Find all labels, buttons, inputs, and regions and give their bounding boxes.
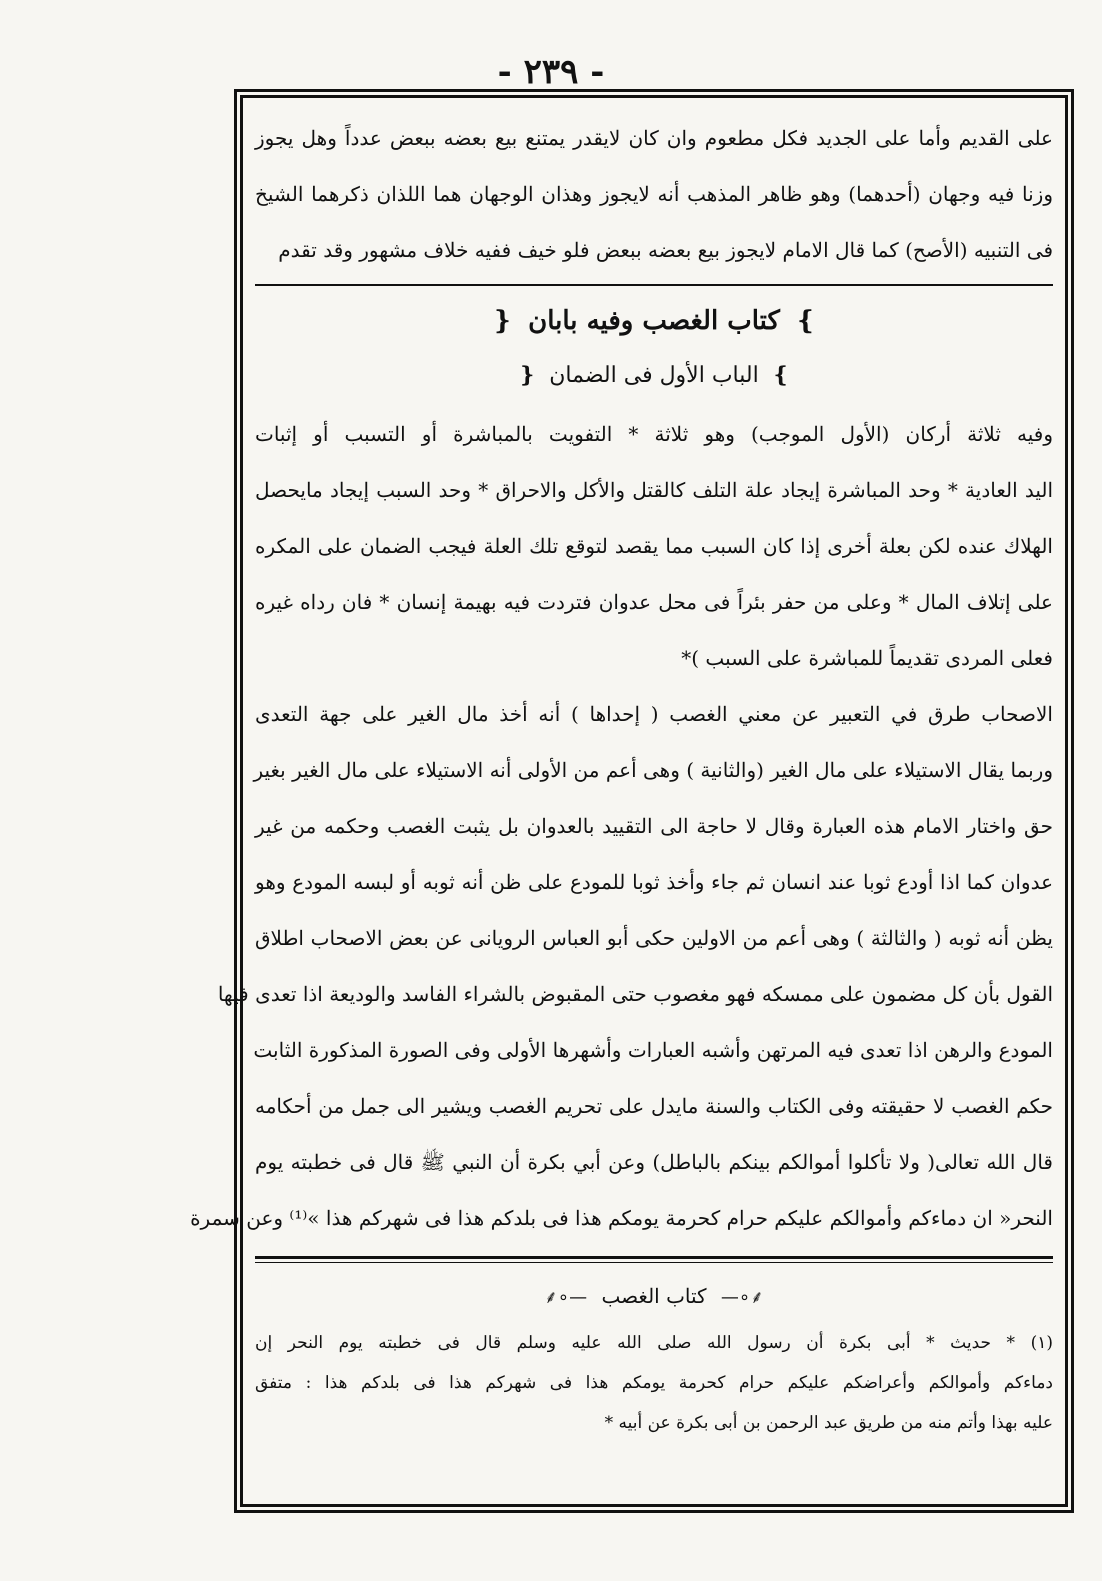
commentary-section	[190, 686, 1053, 1246]
ornament-right: ❵	[794, 306, 817, 336]
page-number: - ٢٣٩ -	[497, 52, 605, 92]
text-line: وزنا فيه وجهان (أحدهما) وهو ظاهر المذهب أنه لايجوز وهذان الوجهان هما اللذان ذكرهما الشيخ	[255, 182, 1053, 206]
text-line: قال الله تعالى( ولا تأكلوا أموالكم بينكم بالباطل) وعن أبي بكرة أن النبي ﷺ قال فى خطبته يوم	[255, 1150, 1053, 1174]
footnote-ornament-left: —∘⸙	[544, 1287, 588, 1308]
footnote-line: عليه بهذا وأتم منه من طريق عبد الرحمن بن أبى بكرة عن أبيه *	[604, 1413, 1053, 1433]
ornament-left: ❴	[517, 363, 537, 388]
ornament-left: ❴	[491, 306, 514, 336]
text-line: وفيه ثلاثة أركان (الأول الموجب) وهو ثلاثة * التفويت بالمباشرة أو التسبب أو إثبات	[255, 422, 1054, 446]
text-line: الاصحاب طرق في التعبير عن معني الغصب ( إحداها ) أنه أخذ مال الغير على جهة التعدى	[255, 702, 1053, 726]
footnote-line: دماءكم وأموالكم وأعراضكم عليكم حرام كحرمة يومكم هذا فى شهركم هذا فى بلدكم هذا : متفق	[255, 1373, 1053, 1393]
chapter-title	[255, 350, 1053, 402]
section-divider	[255, 284, 1053, 286]
text-line: وربما يقال الاستيلاء على مال الغير (والثانية ) وهى أعم من الأولى أنه الاستيلاء على مال الغير بغير	[253, 758, 1053, 782]
book-title	[255, 292, 1053, 350]
text-line: فى التنبيه (الأصح) كما قال الامام لايجوز بيع بعضه ببعض فلو خيف ففيه خلاف مشهور وقد تقدم	[278, 238, 1053, 262]
text-line: الهلاك عنده لكن بعلة أخرى إذا كان السبب مما يقصد لتوقع تلك العلة فيجب الضمان على المكره	[255, 534, 1053, 558]
text-line: على القديم وأما على الجديد فكل مطعوم وان كان لايقدر يمتنع بيع بعضه ببعض عدداً وهل يجوز	[255, 126, 1053, 150]
text-body	[190, 110, 1054, 1492]
footnote-heading-text: كتاب الغصب	[601, 1284, 707, 1308]
text-line: عدوان كما اذا أودع ثوبا عند انسان ثم جاء وأخذ ثوبا للمودع على ظن أنه ثوبه أو لبسه المودع وهو	[255, 870, 1053, 894]
footnote-section	[255, 1323, 1053, 1443]
text-line: على إتلاف المال * وعلى من حفر بئراً فى محل عدوان فتردت فيه بهيمة إنسان * فان رداه غيره	[255, 590, 1053, 614]
text-line: حكم الغصب لا حقيقته وفى الكتاب والسنة مايدل على تحريم الغصب ويشير الى جمل من أحكامه	[255, 1094, 1053, 1118]
text-frame	[190, 95, 1068, 1507]
top-section	[255, 110, 1053, 278]
footnote-ornament-right: ⸙∘—	[720, 1287, 764, 1308]
ornament-right: ❵	[771, 363, 791, 388]
footnote-divider	[255, 1256, 1053, 1263]
footnote-line: (١) * حديث * أبى بكرة أن رسول الله صلى الله عليه وسلم قال فى خطبته يوم النحر إن	[255, 1333, 1053, 1353]
text-line: فعلى المردى تقديماً للمباشرة على السبب )*	[681, 646, 1053, 670]
text-line: القول بأن كل مضمون على ممسكه فهو مغصوب حتى المقبوض بالشراء الفاسد والوديعة اذا تعدى فيها	[217, 982, 1053, 1006]
book-title-text: كتاب الغصب وفيه بابان	[528, 306, 780, 336]
text-line: حق واختار الامام هذه العبارة وقال لا حاجة الى التقييد بالعدوان بل يثبت الغصب وحكمه من غير	[255, 814, 1053, 838]
text-line: يظن أنه ثوبه ( والثالثة ) وهى أعم من الاولين حكى أبو العباس الرويانى عن بعض الاصحاب اطلاق	[255, 926, 1053, 950]
footnote-heading	[255, 1271, 1053, 1323]
text-line: اليد العادية * وحد المباشرة إيجاد علة التلف كالقتل والأكل والاحراق * وحد السبب إيجاد مايحصل	[255, 478, 1053, 502]
text-line: النحر« ان دماءكم وأموالكم عليكم حرام كحرمة يومكم هذا فى بلدكم هذا فى شهركم هذا »⁽¹⁾ وعن سمرة	[190, 1206, 1053, 1230]
chapter-title-text: الباب الأول فى الضمان	[549, 363, 759, 388]
text-line: المودع والرهن اذا تعدى فيه المرتهن وأشبه العبارات وأشهرها الأولى وفى الصورة المذكورة الثابت	[253, 1038, 1053, 1062]
intro-section	[255, 406, 1053, 686]
